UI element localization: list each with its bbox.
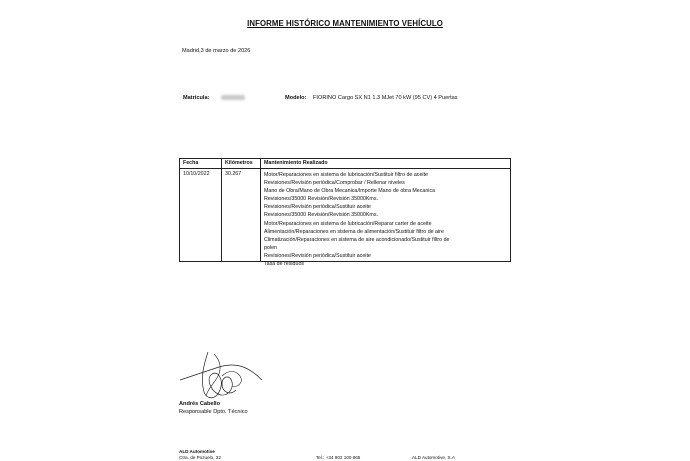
maintenance-item: Mano de Obra/Mano de Obra Mecanica/Importe Mano de obra Mecanica bbox=[264, 188, 436, 195]
row-date: 10/10/2022 bbox=[183, 171, 210, 177]
plate-row bbox=[183, 95, 245, 101]
maintenance-item: Climatización/Reparaciones en sistema de aire acondicionado/Sustituir filtro de polen bbox=[264, 236, 450, 251]
maintenance-table bbox=[179, 158, 511, 268]
footer-legal: ALD Automotive, S.A bbox=[412, 455, 455, 460]
row-maintenance-list bbox=[264, 171, 460, 268]
maintenance-item: Revisiones/Revisión periódica/Sustituir aceite bbox=[264, 252, 371, 259]
maintenance-item: Revisiones/35000 Revisión/Revisión 35000Kms. bbox=[264, 212, 378, 219]
signer-name: Andrés Cabello bbox=[179, 401, 221, 407]
plate-label: Matrícula: bbox=[183, 95, 210, 101]
signature-image bbox=[178, 346, 264, 402]
maintenance-item: Motor/Reparaciones en sistema de lubricación/Sustituir filtro de aceite bbox=[264, 172, 428, 178]
maintenance-item: Revisiones/Revisión periódica/Comprobar / Rellenar niveles bbox=[264, 180, 405, 187]
report-date: Madrid,3 de marzo de 2026 bbox=[182, 48, 251, 54]
model-value: FIORINO Cargo SX N1 1.3 MJet 70 kW (95 CV) 4 Puertas bbox=[313, 95, 458, 101]
header-maintenance: Mantenimiento Realizado bbox=[264, 160, 328, 166]
maintenance-item: Revisiones/35000 Revisión/Revisión 35000Kms. bbox=[264, 196, 378, 203]
model-label: Modelo: bbox=[285, 95, 307, 101]
model-row bbox=[285, 95, 458, 101]
column-divider bbox=[221, 159, 222, 261]
signer-block bbox=[179, 400, 248, 416]
signer-role: Responsable Dpto. Técnico bbox=[179, 409, 248, 415]
column-divider bbox=[260, 159, 261, 261]
header-km: Kilómetros bbox=[225, 160, 253, 166]
row-km: 30.267 bbox=[225, 171, 242, 177]
maintenance-item: Revisiones/Revisión periódica/Sustituir aceite bbox=[264, 204, 371, 211]
plate-redacted bbox=[221, 95, 245, 100]
header-date: Fecha bbox=[183, 160, 199, 166]
maintenance-item: Motor/Reparaciones en sistema de lubricación/Reparar carter de aceite bbox=[264, 220, 432, 227]
report-title: INFORME HISTÓRICO MANTENIMIENTO VEHÍCULO bbox=[247, 19, 443, 28]
footer-phone: Tel.: +34 902 100 865 bbox=[316, 455, 361, 460]
maintenance-item: Tasa de residuos bbox=[264, 261, 305, 268]
maintenance-item: Alimentación/Reparaciones en sistema de alimentación/Sustituir filtro de aire bbox=[264, 228, 444, 235]
footer-company-block bbox=[179, 449, 221, 461]
footer-address: Ctra. de Pozuelo, 32 bbox=[179, 455, 221, 460]
footer-company: ALD Automotive bbox=[179, 449, 215, 454]
table-header bbox=[180, 159, 510, 169]
